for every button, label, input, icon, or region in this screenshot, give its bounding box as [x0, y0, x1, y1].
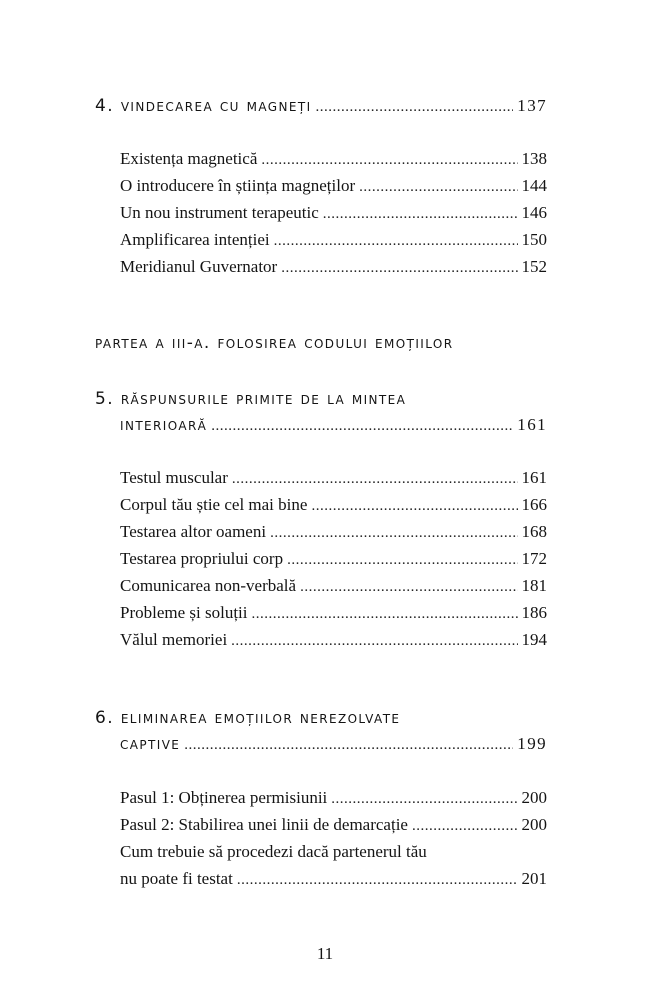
toc-entry[interactable] — [120, 230, 547, 250]
entry-title: Vălul memoriei — [120, 630, 228, 649]
leader-dots — [331, 791, 517, 808]
chapter-title-line2: captive — [120, 734, 181, 754]
leader-dots — [252, 606, 518, 623]
part-heading: partea a iii-a. folosirea codului emoțiilor — [95, 333, 454, 353]
leader-dots — [184, 737, 513, 754]
entry-title: Pasul 1: Obținerea permisiunii — [120, 788, 328, 807]
toc-entry[interactable] — [120, 257, 547, 277]
page-number: 11 — [316, 944, 334, 963]
entry-title: O introducere în știința magneților — [120, 176, 356, 195]
toc-entry[interactable] — [120, 468, 547, 488]
entry-title: Testul muscular — [120, 468, 228, 487]
leader-dots — [316, 99, 514, 116]
toc-chapter-4[interactable] — [95, 96, 547, 116]
entry-page: 146 — [521, 203, 547, 222]
entry-page: 172 — [521, 549, 547, 568]
leader-dots — [237, 872, 518, 889]
chapter-page: 137 — [517, 96, 547, 115]
toc-entry[interactable] — [120, 203, 547, 223]
leader-dots — [287, 552, 517, 569]
entry-page: 150 — [521, 230, 547, 249]
chapter-page: 199 — [517, 734, 547, 753]
entry-title-line1[interactable]: Cum trebuie să procedezi dacă partenerul tău — [120, 842, 427, 861]
leader-dots — [232, 471, 518, 488]
toc-entry[interactable] — [120, 815, 547, 835]
entry-title: Testarea propriului corp — [120, 549, 284, 568]
toc-entry[interactable] — [120, 788, 547, 808]
toc-entry[interactable] — [120, 522, 547, 542]
entry-title: Comunicarea non-verbală — [120, 576, 297, 595]
toc-entry[interactable] — [120, 603, 547, 623]
toc-entry[interactable] — [120, 630, 547, 650]
entry-page: 138 — [521, 149, 547, 168]
toc-entry[interactable] — [120, 549, 547, 569]
chapter-page: 161 — [517, 415, 547, 434]
chapter-title: 4. vindecarea cu magneți — [95, 96, 312, 116]
chapter-title-line1[interactable]: 5. răspunsurile primite de la mintea — [95, 389, 407, 409]
entry-title: Corpul tău știe cel mai bine — [120, 495, 308, 514]
entry-title: Amplificarea intenției — [120, 230, 270, 249]
entry-page: 152 — [521, 257, 547, 276]
entry-title: Probleme și soluții — [120, 603, 248, 622]
entry-page: 181 — [521, 576, 547, 595]
toc-entry[interactable] — [120, 576, 547, 596]
entry-page: 168 — [521, 522, 547, 541]
entry-page: 144 — [521, 176, 547, 195]
leader-dots — [231, 633, 517, 650]
leader-dots — [359, 179, 517, 196]
leader-dots — [270, 525, 517, 542]
leader-dots — [300, 579, 517, 596]
leader-dots — [311, 498, 517, 515]
leader-dots — [274, 233, 518, 250]
leader-dots — [281, 260, 517, 277]
entry-page: 166 — [521, 495, 547, 514]
entry-title: Pasul 2: Stabilirea unei linii de demarcație — [120, 815, 408, 834]
entry-page: 186 — [521, 603, 547, 622]
toc-entry[interactable] — [120, 176, 547, 196]
toc-entry[interactable] — [120, 869, 547, 889]
toc-chapter-6[interactable] — [120, 734, 547, 754]
entry-page: 200 — [521, 788, 547, 807]
toc-entry[interactable] — [120, 149, 547, 169]
entry-page: 194 — [521, 630, 547, 649]
leader-dots — [261, 152, 517, 169]
toc-chapter-5[interactable] — [120, 415, 547, 435]
leader-dots — [323, 206, 518, 223]
toc-entry[interactable] — [120, 495, 547, 515]
entry-page: 200 — [521, 815, 547, 834]
entry-page: 161 — [521, 468, 547, 487]
entry-title: Un nou instrument terapeutic — [120, 203, 319, 222]
entry-title: Meridianul Guvernator — [120, 257, 278, 276]
chapter-title-line1[interactable]: 6. eliminarea emoțiilor nerezolvate — [95, 708, 401, 728]
entry-title: Testarea altor oameni — [120, 522, 267, 541]
entry-title-line2: nu poate fi testat — [120, 869, 233, 888]
leader-dots — [412, 818, 518, 835]
entry-title: Existența magnetică — [120, 149, 258, 168]
leader-dots — [211, 418, 513, 435]
chapter-title-line2: interioară — [120, 415, 208, 435]
entry-page: 201 — [521, 869, 547, 888]
